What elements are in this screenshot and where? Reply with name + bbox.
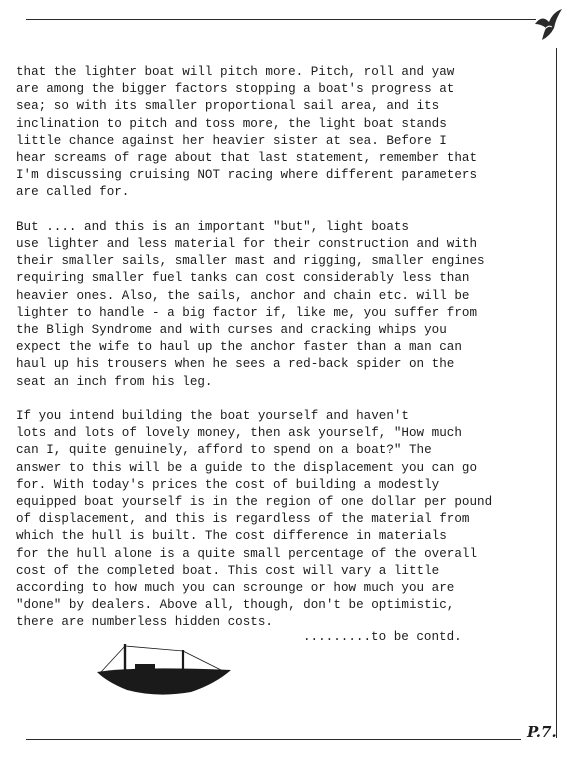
paragraph-2: But .... and this is an important "but", light boats use lighter and less material for their construction and with their smaller sails, smaller mast and rigging, smaller engines requiring smaller fuel tanks can cost considerably less than heavier ones. Also, the sails, anchor and chain etc. will be lighter to handle - a big factor if, like me, you suffer from the Bligh Syndrome and with curses and cracking whips you expect the wife to haul up the anchor faster than a man can haul up his trousers when he sees a red-back spider on the seat an inch from his leg. xyxy=(16,219,485,389)
paragraph-1: that the lighter boat will pitch more. Pitch, roll and yaw are among the bigger factors stopping a boat's progress at sea; so with its smaller proportional sail area, and its inclination to pitch and toss more, the light boat stands little chance against her heavier sister at sea. Before I hear screams of rage about that last statement, remember that I'm discussing cruising NOT racing where different parameters are called for. xyxy=(16,65,478,200)
sailboat-illustration xyxy=(95,642,235,700)
right-rule xyxy=(556,48,557,738)
page-number: P.7. xyxy=(527,723,557,741)
to-be-continued: .........to be contd. xyxy=(303,630,462,644)
article-body xyxy=(16,64,544,649)
bottom-rule xyxy=(26,739,521,740)
paragraph-3: If you intend building the boat yourself and haven't lots and lots of lovely money, then ask yourself, "How much can I, quite genuinely, afford to spend on a boat?" The answer to this will be a guide to the displacement you can go for. With today's prices the cost of building a modestly equipped boat yourself is in the region of one dollar per pound of displacement, and this is regardless of the material from which the hull is built. The cost difference in materials for the hull alone is a quite small percentage of the overall cost of the completed boat. This cost will vary a little according to how much you can scrounge or how much you are "done" by dealers. Above all, though, don't be optimistic, there are numberless hidden costs. xyxy=(16,409,493,630)
top-rule xyxy=(26,19,536,20)
seagull-drawing xyxy=(532,6,566,46)
